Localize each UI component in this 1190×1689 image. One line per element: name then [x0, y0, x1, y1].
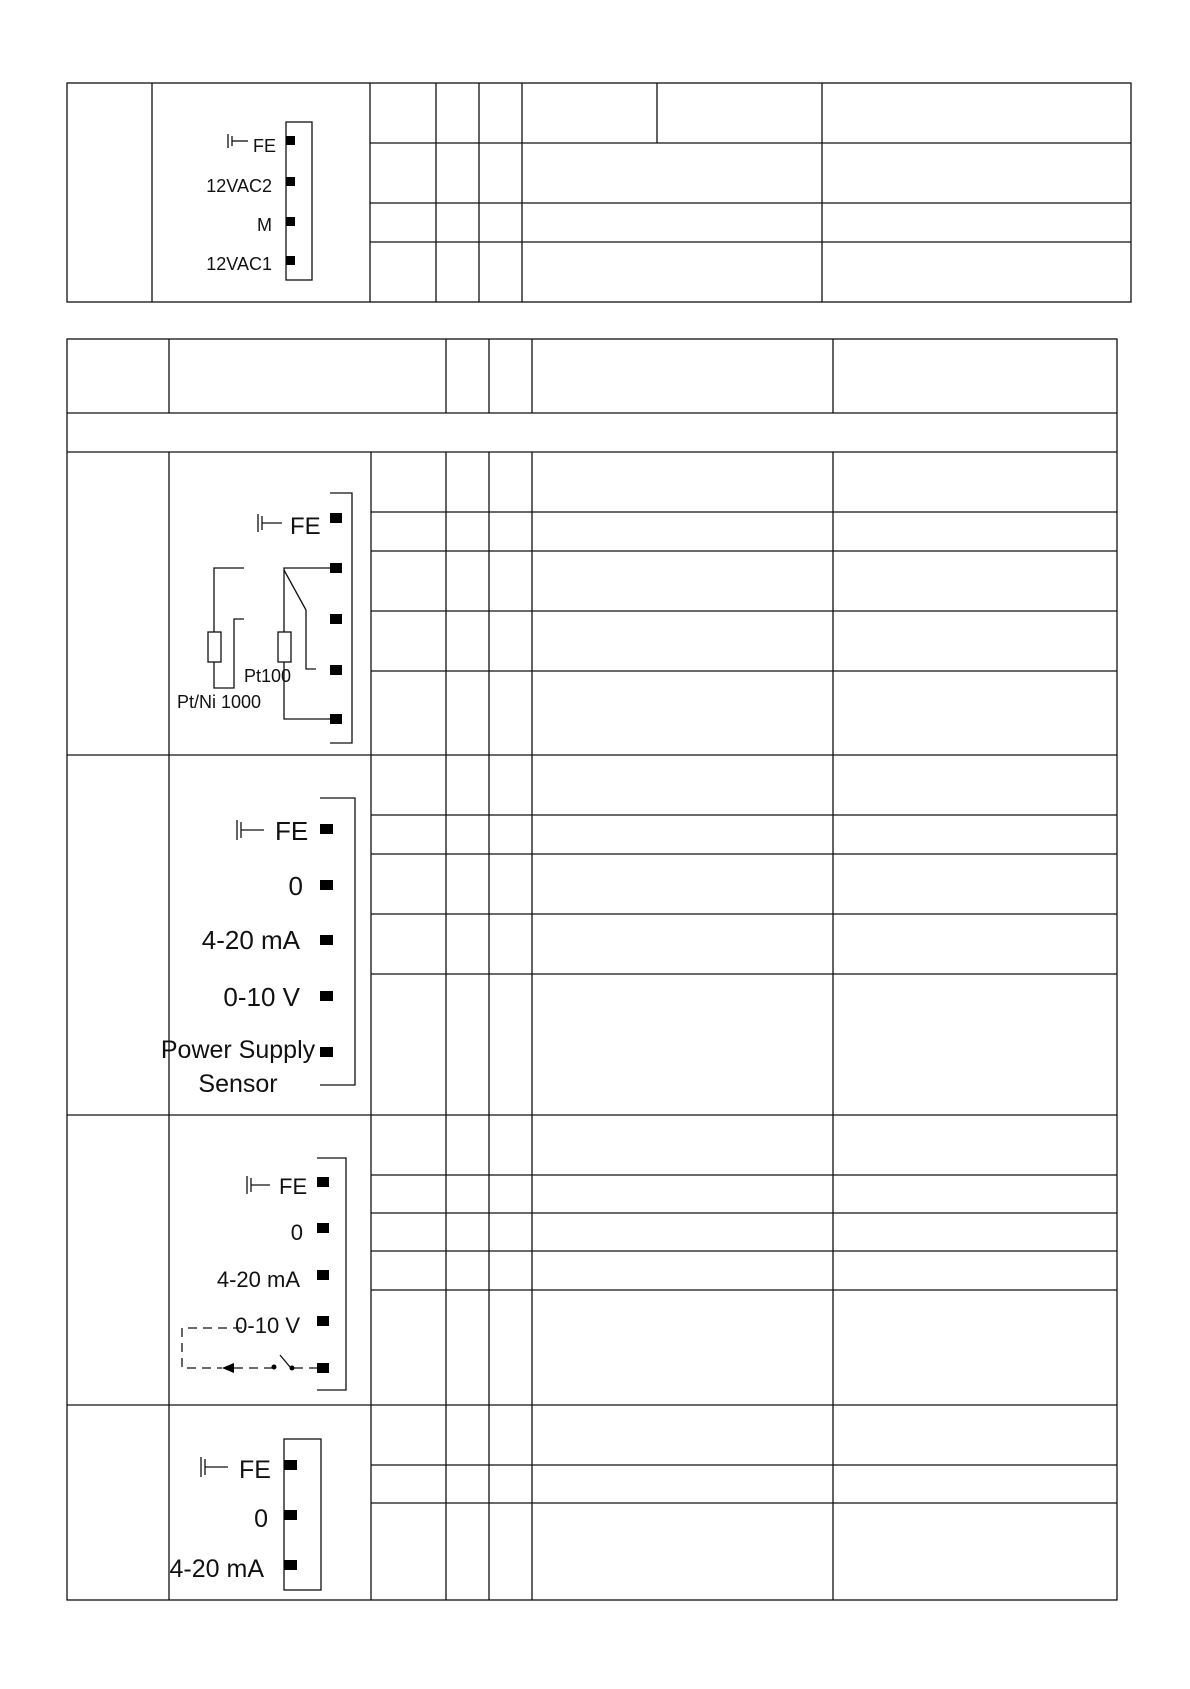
terminal-pin: [286, 217, 295, 226]
fe-label: FE: [290, 513, 321, 540]
analog-input-switch-diagram: [182, 1158, 346, 1390]
terminal-pin: [284, 1560, 297, 1570]
terminal-pin: [317, 1316, 329, 1326]
0-10v-label: 0-10 V: [235, 1313, 300, 1338]
0-10v-label: 0-10 V: [223, 982, 300, 1012]
power-supply-label: Power Supply: [160, 1036, 316, 1064]
12vac1-label: 12VAC1: [206, 254, 272, 274]
analog-input-diagram: [161, 798, 355, 1098]
terminal-pin: [286, 136, 295, 145]
fe-label: FE: [275, 816, 309, 846]
ground-icon: [201, 1457, 228, 1477]
terminal-pin: [317, 1363, 329, 1373]
m-label: M: [257, 215, 272, 235]
terminal-pin: [286, 256, 295, 265]
terminal-pin: [330, 563, 342, 573]
power-terminal-diagram: [206, 122, 312, 280]
4-20ma-label: 4-20 mA: [201, 925, 300, 955]
terminal-pin: [330, 513, 342, 523]
pt100-label: Pt100: [244, 666, 292, 686]
terminal-pin: [320, 824, 333, 834]
terminal-pin: [330, 614, 342, 624]
zero-label: 0: [290, 1220, 303, 1245]
terminal-pin: [317, 1270, 329, 1280]
terminal-pin: [320, 1047, 333, 1057]
terminal-pin: [320, 880, 333, 890]
terminal-pin: [317, 1223, 329, 1233]
zero-label: 0: [288, 871, 303, 901]
temperature-sensor-diagram: [177, 493, 352, 743]
terminal-pin: [330, 665, 342, 675]
ground-icon: [237, 820, 264, 840]
power-terminal-table: [67, 83, 1131, 302]
terminal-pin: [284, 1510, 297, 1520]
input-terminal-table: [67, 339, 1117, 1600]
table-border: [67, 339, 1117, 1600]
zero-label: 0: [254, 1505, 268, 1533]
pt100-sensor: [278, 568, 330, 719]
pt-ni-1000-label: Pt/Ni 1000: [177, 692, 262, 712]
fe-label: FE: [253, 136, 277, 156]
current-input-diagram: [170, 1439, 321, 1590]
terminal-pin: [317, 1177, 329, 1187]
sensor-label: Sensor: [198, 1070, 278, 1098]
terminal-pin: [284, 1460, 297, 1470]
fe-label: FE: [279, 1174, 308, 1199]
4-20ma-label: 4-20 mA: [169, 1555, 264, 1583]
ground-icon: [228, 134, 248, 148]
12vac2-label: 12VAC2: [206, 176, 272, 196]
fe-label: FE: [239, 1456, 271, 1484]
terminal-pin: [286, 177, 295, 186]
terminal-pin: [330, 714, 342, 724]
4-20ma-label: 4-20 mA: [216, 1267, 300, 1292]
terminal-pin: [320, 991, 333, 1001]
terminal-pin: [320, 935, 333, 945]
pt-ni-1000-sensor: [208, 568, 244, 688]
ground-icon: [258, 514, 282, 532]
ground-icon: [247, 1176, 270, 1194]
